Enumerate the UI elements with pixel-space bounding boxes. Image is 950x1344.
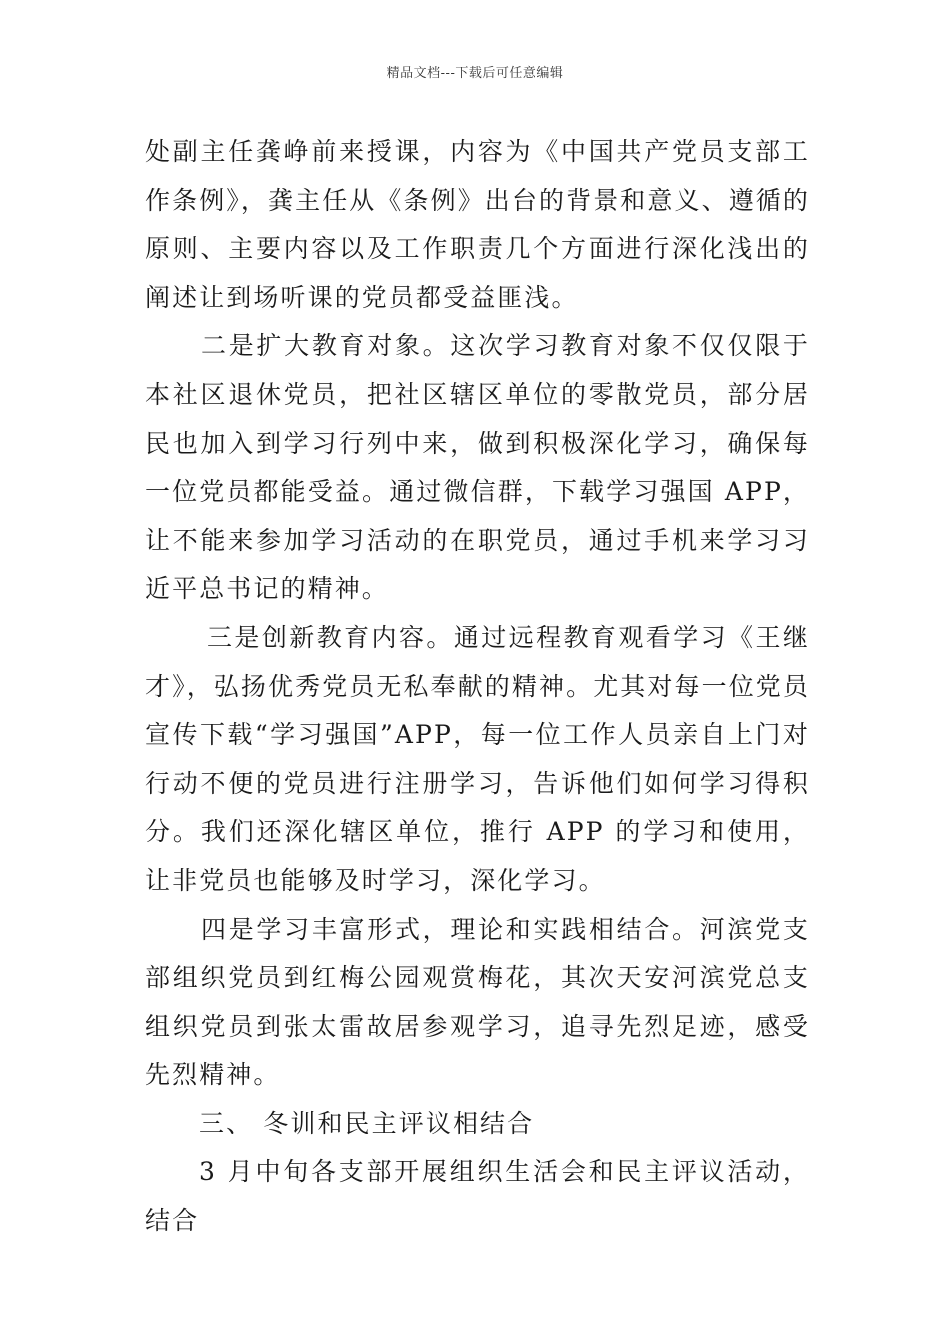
paragraph-enrich-forms: 四是学习丰富形式，理论和实践相结合。河滨党支部组织党员到红梅公园观赏梅花，其次天安河滨党总支组织党员到张太雷故居参观学习，追寻先烈足迹，感受先烈精神。	[145, 914, 810, 1090]
section-heading: 三、 冬训和民主评议相结合	[199, 1108, 535, 1138]
paragraph-lecture-summary: 处副主任龚峥前来授课，内容为《中国共产党员支部工作条例》，龚主任从《条例》出台的背景和意义、遵循的原则、主要内容以及工作职责几个方面进行深化浅出的阐述让到场听课的党员都受益匪浅。	[145, 137, 811, 312]
paragraph-democratic-review: 3 月中旬各支部开展组织生活会和民主评议活动，结合	[145, 1157, 810, 1236]
paragraph-expand-audience: 二是扩大教育对象。这次学习教育对象不仅仅限于本社区退休党员，把社区辖区单位的零散党员，部分居民也加入到学习行列中来，做到积极深化学习，确保每一位党员都能受益。通过微信群，下载学习强国 APP，让不能来参加学习活动的在职党员，通过手机来学习习近平总书记的精神。	[145, 331, 810, 604]
paragraph-innovate-content: 三是创新教育内容。通过远程教育观看学习《王继才》，弘扬优秀党员无私奉献的精神。尤其对每一位党员宣传下载“学习强国”APP，每一位工作人员亲自上门对行动不便的党员进行注册学习，告诉他们如何学习得积分。我们还深化辖区单位，推行 APP 的学习和使用，让非党员也能够及时学习，深化学习。	[145, 622, 811, 895]
document-body	[145, 128, 810, 1246]
page-header: 精品文档---下载后可任意编辑	[386, 66, 564, 81]
